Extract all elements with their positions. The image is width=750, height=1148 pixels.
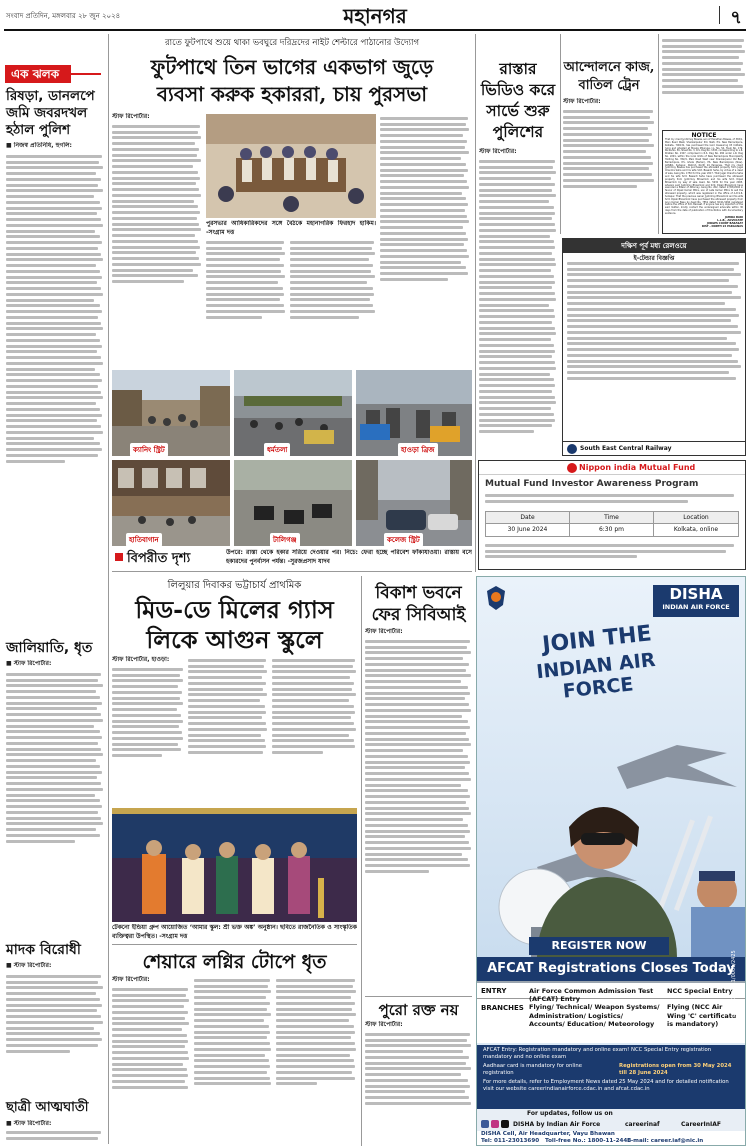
midday-headline-1: মিড-ডে মিলের গ্যাস [135,595,334,624]
entry-afcat: Air Force Common Admission Test (AFCAT) Entry [529,987,654,1003]
railway-footer [563,441,745,455]
grid-caption-6: কলেজ স্ট্রিট [384,533,423,547]
page-number-divider [719,6,720,24]
andolan-headline-2: বাতিল ট্রেন [578,78,640,93]
grid-caption-3: ক্যানিং স্ট্রিট [130,443,168,457]
footer-tollfree: Toll-free No.: 1800-11-2448 [545,1138,632,1144]
cbi-bottom-rule [365,996,472,997]
left-story2-title: জালিয়াতি, ধৃত [6,640,93,656]
share-byline: স্টাফ রিপোর্টার: [112,976,150,983]
lead-photo-caption [206,220,376,237]
masthead [0,0,750,28]
blood-headline: পুরো রক্ত নয় [378,1001,459,1019]
social-1: DISHA by Indian Air Force [513,1121,601,1128]
left-story1-title: রিষড়া, ডানলপে জমি জবরদখল হঠাল পুলিশ [6,88,95,138]
midday-headline-2: লিকে আগুন স্কুলে [146,625,323,654]
ek-jhalak-line [71,73,101,75]
railway-footer-text: South East Central Railway [580,445,672,452]
notice-sign-2: L.L.B., ADVOCATE [717,218,743,222]
notice-body: That my client Jyotirmoy Biswas, son of Haradhan Biswas, of 365/1, Main Road West, Shankarpukur P.O. Naiti, P.S. New Barrackpore, Kolkata- 700131, has purchased the land measuring 03 Cottahs, lying and situated at Mouza Milurupa, J.L. No. 54, Touzi No. 179, Re.Sa.No. 56, Sheet No. 3, R.S. Dag No. 1345, corresponding to L.R. Khatian No. 1347, comprised in R.S. Dag No. 284 under L.R. Dag No. 2291, within the local limits of New Barrackpore Municipality Holding No. 352/4, Main Road West near Shankarpukur Pal Bari, Barrackpore, P.S. Ghola (Earlier), PS- New Barrackpore (Now), ADSRO- Sodepur, District- North 24 Parganas. That my client Jyotirmoy Biswas has purchased the aforesaid property from Jugal Chandra Saha and his wife Smt. Basanti Saha, by virtue of a deed of sale, being No. 1750 for the year 2017. That Jugal Chandra Saha and his wife Smt. Basanti Saha have purchased the aforesaid property from Jyotirmoy Bhowmick and his wife Smt. Dipali Bhowmick by way of sale deed, No. 5032 for the year 2005, wherein said Jyotirmoy Bhowmick and Smt. Dipali Bhowmick have executed a Power of Attorney, being No. 202, dated 17/03/2004 in favour of Dipak Kumar Mitra, son of Late Kumar Mitra to sell the aforesaid property, which was registered in the office of A.D.S.R. Sodepur. That the previous owner Jyotirmoy Bhowmick and his wife Smt. Dipali Bhowmick have purchased the aforesaid property from Arun Kumar Basu by deed No. 7851 dated 30/11/1994 registered before the office of D.R. Barasat. If anyone has any objection of the said matter, kindly contact the undersigned advocate within 30 days from the date of publication of this Notice with documentary evidence. [665,138,743,215]
col-rule-5 [658,34,659,234]
nippon-table [485,511,739,537]
nippon-program-title: Mutual Fund Investor Awareness Program [485,479,699,489]
grid-caption-2: টালিগঞ্জ [270,533,300,547]
share-body-col1 [112,985,190,1145]
col-rule-2 [361,576,362,1146]
afcat-banner: AFCAT Registrations Closes Today [477,957,745,981]
nippon-location: Kolkata, online [673,526,719,533]
midday-event-photo [112,808,357,922]
nippon-header [479,461,745,475]
airforce-slogan-1: JOIN THE [541,621,653,658]
col-rule-4 [560,34,561,234]
col-rule-3 [475,34,476,572]
updates-text: For updates, follow us on [527,1110,613,1117]
rasta-headline-1: রাস্তার [499,59,537,78]
railway-tender-box [562,238,746,456]
lead-caption-credit: -সংগ্রাম দত্ত [206,228,235,236]
rasta-byline: স্টাফ রিপোর্টার: [479,148,517,155]
iaf-emblem-icon [485,585,507,611]
midday-body-col3 [272,656,357,806]
x-icon [501,1120,509,1128]
share-body-col3 [276,976,357,1145]
rasta-headline-2: ভিডিও করে [480,80,556,99]
grid-caption-5: হাতিবাগান [126,533,162,547]
disha-logo-text: DISHA [669,585,723,603]
left-story3-title: মাদক বিরোধী [6,942,81,958]
cbi-headline-2: ফের সিবিআই [371,605,466,625]
andolan-body [563,107,655,233]
left-story4-body [6,1128,104,1146]
far-right-strip [662,36,746,128]
airforce-footer [477,1131,745,1146]
blood-byline: স্টাফ রিপোর্টার: [365,1021,403,1028]
nippon-col-time: Time [570,512,654,523]
lead-byline: স্টাফ রিপোর্টার: [112,113,150,120]
lead-headline-2: ব্যবসা করুক হকাররা, চায় পুরসভা [156,82,428,106]
railway-logo-icon [567,444,577,454]
midday-photo-caption [112,924,357,941]
midday-caption-credit: -সংগ্রাম দত্ত [159,932,188,940]
notice-sign-1: JAHIDA BARI [724,215,743,219]
left-story1-body [6,152,104,630]
blood-body [365,1030,472,1145]
grid-caption-4: ধর্মতলা [264,443,290,457]
lead-meeting-photo [206,114,376,218]
grid-caption-1: হাওড়া ব্রিজ [398,443,438,457]
social-2: careerinaf [625,1121,660,1128]
notice-title: NOTICE [691,132,717,139]
left-story4-title: ছাত্রী আত্মঘাতী [6,1100,89,1115]
instagram-icon [491,1120,499,1128]
andolan-headline-1: আন্দোলনে কাজ, [563,60,655,75]
masthead-rule [4,29,746,31]
branches-row [477,1000,745,1040]
lead-headline-1: ফুটপাথে তিন ভাগের একভাগ জুড়ে [150,55,434,79]
lead-body-col4 [380,114,470,362]
col-rule-1 [108,34,109,1144]
railway-title: দক্ষিণ পূর্ব মধ্য রেলওয়ে [563,239,745,253]
opposite-caption [226,549,472,566]
grid-photo-2 [234,370,352,456]
nippon-logo-icon [567,463,577,473]
notice-box [662,130,746,234]
entry-table [477,983,745,1043]
masthead-date: সংবাদ প্রতিদিন, মঙ্গলবার ২৮ জুন ২০২৪ [6,12,121,20]
opposite-caption-text: উপরে: রাস্তা থেকে হকার সরিয়ে দেওয়ার পর। নিচে: ফেরা হচ্ছে পরিবেশ ফাঁকাযাওয়া। রাস্তায় বসে হকারদের পুনর্বাসন পর্যন্ত। [226,549,472,565]
nippon-brand: Nippon india Mutual Fund [579,463,696,472]
lead-body-col1 [112,122,202,362]
davp-code: davp 10401/11/0001/2425 [731,950,737,1017]
section-title: মহানগর [343,4,407,28]
rasta-headline-3: সার্ভে শুরু [486,101,550,120]
page-number: ৭ [730,7,742,28]
midday-byline: স্টাফ রিপোর্টার, হাওড়া: [112,656,170,663]
nippon-date: 30 June 2024 [486,524,570,536]
notice-sign-3: JUDGES COURT BARASAT [706,221,743,225]
nippon-time: 6:30 pm [570,524,654,536]
footer-email: E-mail: career.iaf@nic.in [627,1138,704,1144]
left-story2-byline: ■ স্টাফ রিপোর্টার: [6,660,52,667]
rasta-headline [479,58,557,142]
nippon-col-location: Location [683,514,709,521]
cbi-byline: স্টাফ রিপোর্টার: [365,628,403,635]
entry-label: ENTRY [481,987,507,995]
grid-bottom-rule [112,571,472,572]
disha-logo-sub: INDIAN AIR FORCE [662,603,730,611]
midday-kicker: লিলুয়ার দিবাকর ভট্টাচার্য প্রাথমিক [167,580,302,591]
airforce-note-3: Registrations open from 30 May 2024 till 28 June 2024 [619,1063,732,1076]
left-story3-byline: ■ স্টাফ রিপোর্টার: [6,962,52,969]
cbi-body [365,637,472,994]
lead-body-col2 [206,238,286,362]
left-story4-byline: ■ স্টাফ রিপোর্টার: [6,1120,52,1127]
airforce-notes [477,1045,745,1109]
branches-ncc: Flying (NCC Air Wing 'C' certificate is mandatory) [667,1003,737,1028]
airforce-note-1: AFCAT Entry: Registration mandatory and online exam! NCC Special Entry registration mandatory and no online exam [483,1047,712,1060]
entry-ncc: NCC Special Entry [667,987,733,995]
airforce-note-2: Aadhaar card is mandatory for online registration [483,1063,582,1076]
share-body-col2 [194,976,272,1145]
midday-body-col1 [112,665,184,805]
footer-address: DISHA Cell, Air Headquarter, Vayu Bhawan [481,1131,615,1137]
lead-body-col3 [290,238,376,362]
railway-subtitle: ই-টেন্ডার বিজ্ঞপ্তি [633,255,675,262]
opposite-caption-credit: -সুরজপ্রসাদ যাদব [287,557,330,565]
airforce-note-4: For more details, refer to Employment News dated 25 May 2024 and for detailed notification visit our website careerindianairforce.cdac.in and afcat.cdac.in [483,1079,729,1092]
airforce-ad [476,576,746,1146]
nippon-intro [485,491,739,508]
left-story3-body [6,972,104,1094]
railway-body [567,259,743,439]
disha-logo [653,585,739,617]
footer-tel: Tel: 011-23013690 [481,1138,540,1144]
branches-afcat: Flying/ Technical/ Weapon Systems/ Administration/ Logistics/ Accounts/ Education/ Meteorology [529,1003,660,1028]
nippon-box [478,460,746,570]
notice-sign-4: DIST - NORTH 24 PARGANAS [701,224,743,228]
opposite-tag: বিপরীত দৃশ্য [127,551,191,566]
facebook-icon [481,1120,489,1128]
entry-row [477,983,745,1003]
andolan-byline: স্টাফ রিপোর্টার: [563,98,601,105]
branches-label: BRANCHES [481,1004,524,1012]
airforce-updates [477,1109,745,1131]
left-story1-byline: ■ নিজস্ব প্রতিনিধি, হুগলি: [6,142,72,149]
share-headline: শেয়ারে লগ্নির টোপে ধৃত [142,951,327,973]
cbi-headline-1: বিকাশ ভবনে [375,583,462,603]
social-3: CareerInIAF [681,1121,721,1128]
lead-kicker: রাতে ফুটপাথে শুয়ে থাকা ভবঘুরে দরিদ্রদের নাইট শেল্টারে পাঠানোর উদ্যোগ [164,38,420,48]
nippon-fine-print [485,541,739,567]
notice-sign [665,216,743,228]
rasta-headline-4: পুলিশের [492,122,544,141]
register-now-button[interactable]: REGISTER NOW [529,937,669,955]
midday-bottom-rule [112,944,357,945]
nippon-col-date: Date [486,512,570,523]
opposite-marker [115,553,123,561]
lead-caption-text: পুরসভার আধিকারিকদের সঙ্গে বৈঠকে মহানাগরিক ফিরহাদ হাকিম। [206,220,376,227]
airforce-slogan-2: INDIAN AIR FORCE [535,648,657,703]
ek-jhalak-tag: এক ঝলক [5,65,71,83]
midday-caption-text: টেকনো ইন্ডিয়া গ্রুপ আয়োজিত ‘আমার স্কুল: শ্রী ভক্ত অঙ্ক’ অনুষ্ঠান। ছবিতে রাজনৈতিক ও সাংস্কৃতিক ব্যক্তিত্বরা উপস্থিত। [112,924,357,940]
left-story2-body [6,670,104,932]
midday-body-col2 [188,656,268,806]
